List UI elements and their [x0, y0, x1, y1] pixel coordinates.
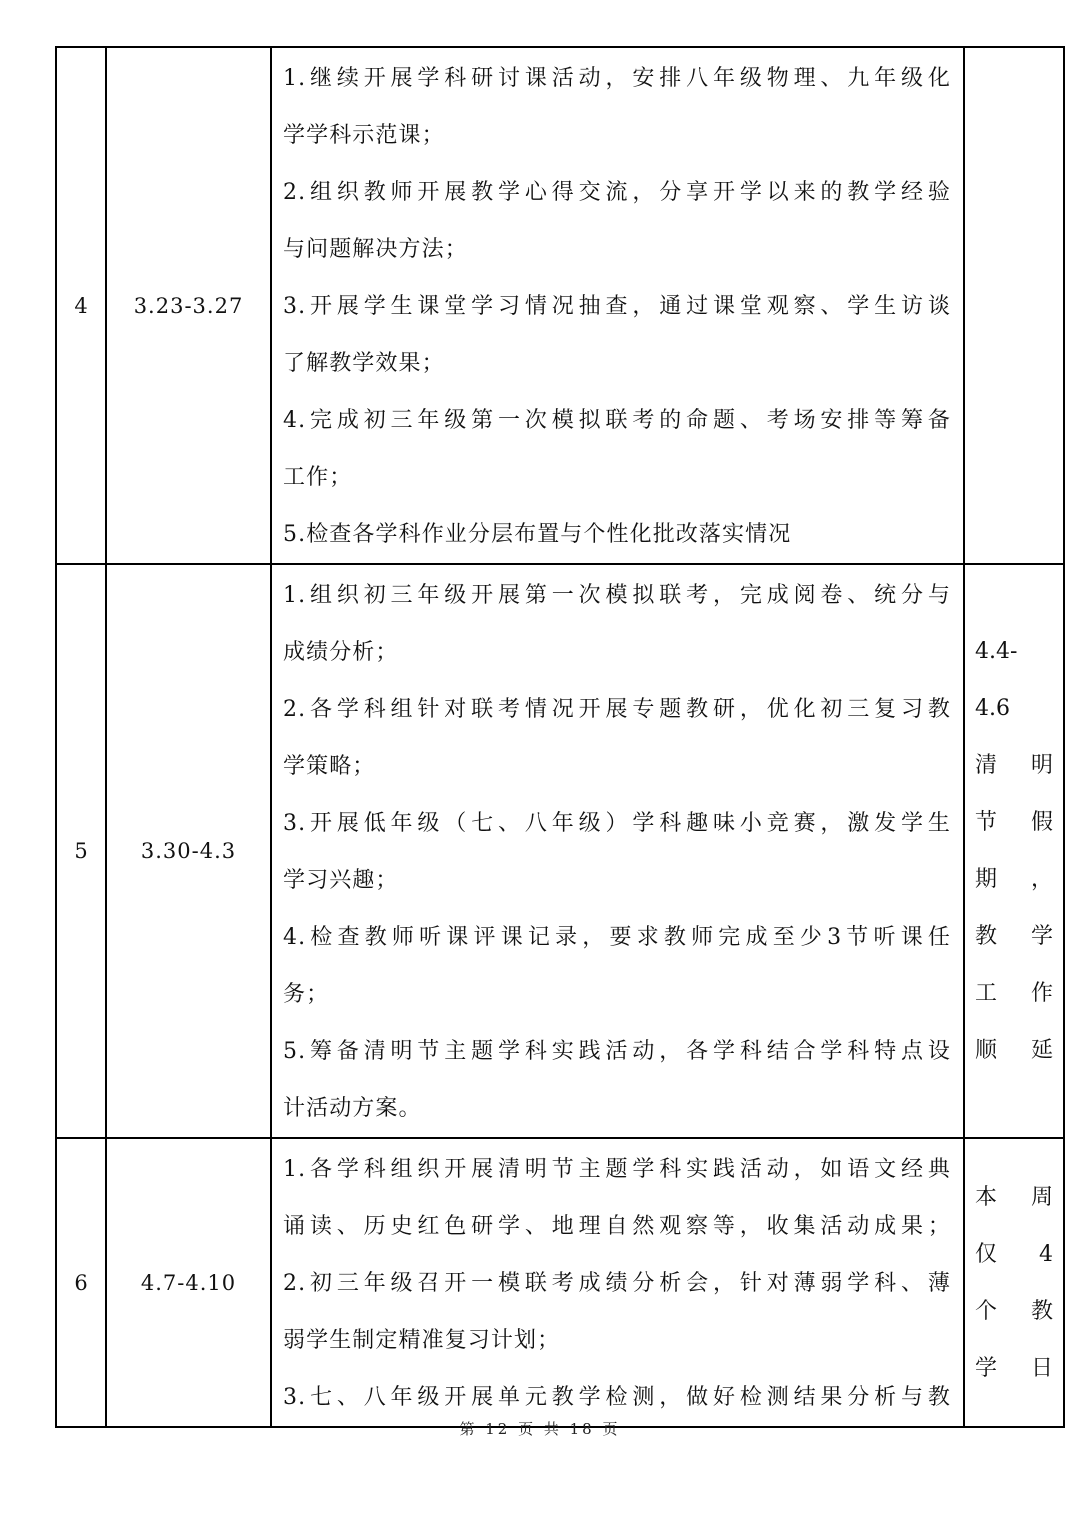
note-line: 清 明 — [975, 753, 1053, 778]
note-line: 节 假 — [975, 810, 1053, 835]
note-cell — [964, 47, 1064, 564]
note-line: 仅 4 — [975, 1241, 1053, 1267]
content-line: 学习兴趣； — [283, 868, 399, 893]
table-row — [56, 47, 1064, 564]
week-number-cell: 4 — [56, 47, 106, 564]
content-line: 1.组织初三年级开展第一次模拟联考，完成阅卷、统分与 — [283, 583, 951, 608]
date-range-cell: 3.30-4.3 — [106, 564, 271, 1138]
work-plan-table — [55, 46, 1065, 1428]
table-row — [56, 564, 1064, 1138]
content-line: 弱学生制定精准复习计划； — [283, 1328, 561, 1353]
date-range-cell: 4.7-4.10 — [106, 1138, 271, 1427]
week-number-cell: 6 — [56, 1138, 106, 1427]
content-line: 5.筹备清明节主题学科实践活动，各学科结合学科特点设 — [283, 1039, 951, 1064]
table-row — [56, 1138, 1064, 1427]
content-line: 与问题解决方法； — [283, 237, 468, 262]
content-line: 4.完成初三年级第一次模拟联考的命题、考场安排等筹备 — [283, 408, 951, 433]
content-line: 诵读、历史红色研学、地理自然观察等，收集活动成果； — [283, 1214, 951, 1239]
note-cell — [964, 1138, 1064, 1427]
note-line: 工 作 — [975, 981, 1053, 1006]
week-number-cell: 5 — [56, 564, 106, 1138]
note-line: 学日 — [975, 1355, 1053, 1381]
content-line: 2.组织教师开展教学心得交流，分享开学以来的教学经验 — [283, 180, 951, 205]
content-line: 务； — [283, 982, 330, 1007]
content-cell — [271, 564, 964, 1138]
note-line: 教 学 — [975, 924, 1053, 949]
content-line: 成绩分析； — [283, 640, 399, 665]
note-line: 顺延 — [975, 1038, 1053, 1063]
content-line: 2.初三年级召开一模联考成绩分析会，针对薄弱学科、薄 — [283, 1271, 951, 1296]
note-line: 4.4- — [975, 639, 1018, 664]
content-cell — [271, 47, 964, 564]
note-cell — [964, 564, 1064, 1138]
content-line: 3.七、八年级开展单元教学检测，做好检测结果分析与教 — [283, 1385, 951, 1410]
content-line: 1.各学科组织开展清明节主题学科实践活动，如语文经典 — [283, 1157, 951, 1182]
note-line: 个 教 — [975, 1298, 1053, 1324]
content-line: 工作； — [283, 465, 353, 490]
page-footer: 第 12 页 共 18 页 — [459, 1420, 621, 1438]
content-line: 学学科示范课； — [283, 123, 445, 148]
content-line: 1.继续开展学科研讨课活动，安排八年级物理、九年级化 — [283, 66, 951, 91]
date-range-cell: 3.23-3.27 — [106, 47, 271, 564]
content-line: 2.各学科组针对联考情况开展专题教研，优化初三复习教 — [283, 697, 951, 722]
content-cell — [271, 1138, 964, 1427]
content-line: 3.开展低年级（七、八年级）学科趣味小竞赛，激发学生 — [283, 811, 951, 836]
content-line: 学策略； — [283, 754, 376, 779]
content-line: 3.开展学生课堂学习情况抽查，通过课堂观察、学生访谈 — [283, 294, 951, 319]
note-line: 4.6 — [975, 696, 1010, 721]
note-line: 本 周 — [975, 1184, 1053, 1210]
content-line: 5.检查各学科作业分层布置与个性化批改落实情况 — [283, 522, 792, 547]
content-line: 4.检查教师听课评课记录，要求教师完成至少3节听课任 — [283, 925, 951, 950]
content-line: 计活动方案。 — [283, 1096, 422, 1121]
note-line: 期 ， — [975, 867, 1053, 892]
content-line: 了解教学效果； — [283, 351, 445, 376]
